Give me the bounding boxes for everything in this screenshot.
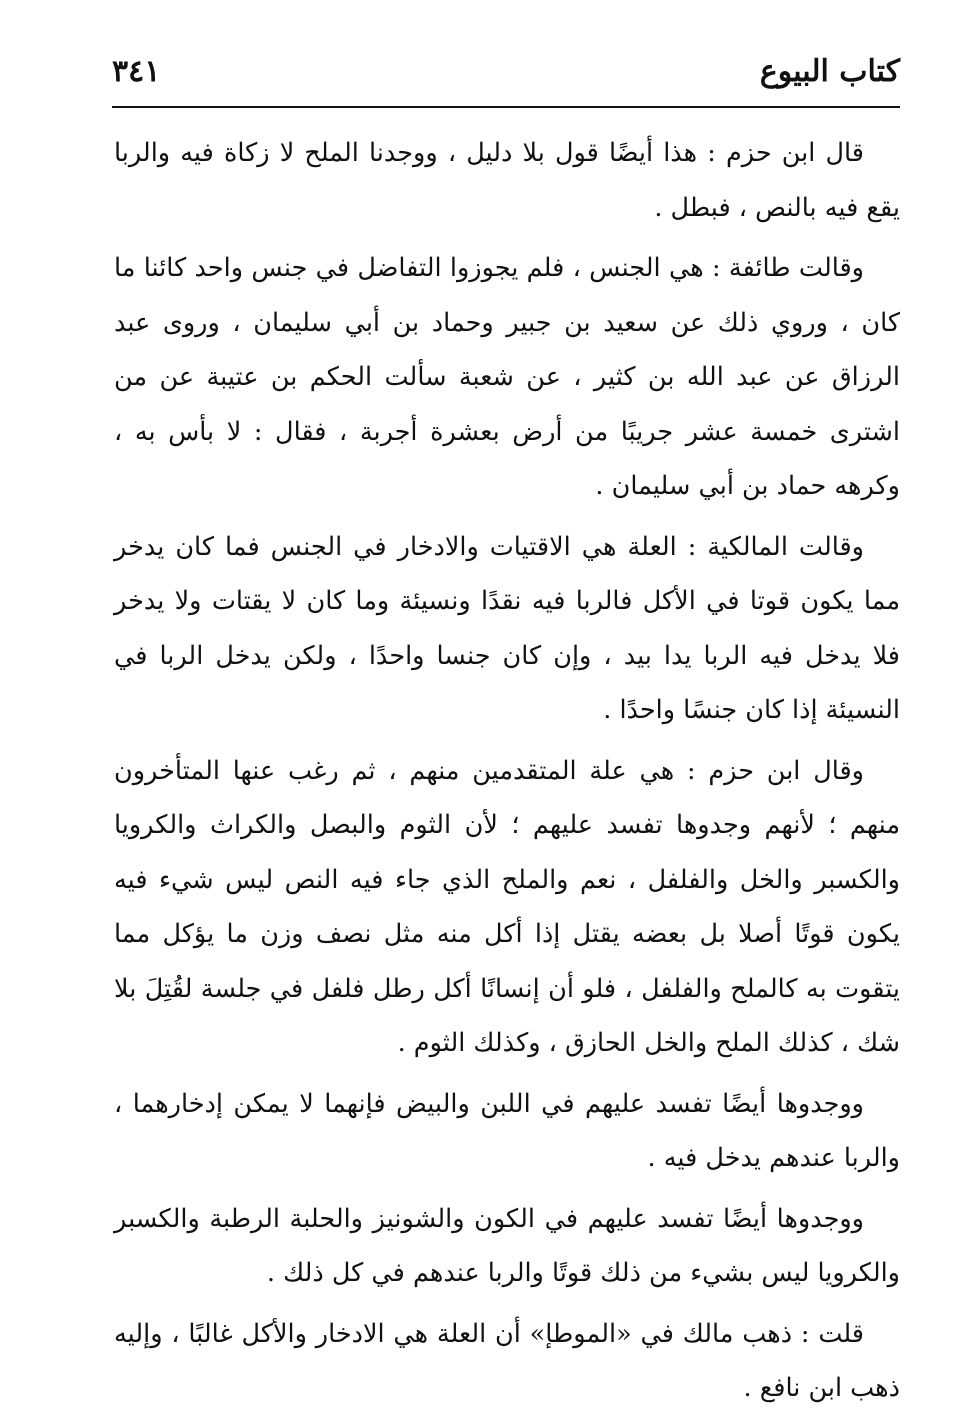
running-title: كتاب البيوع: [759, 54, 900, 89]
header-rule: [112, 106, 900, 108]
paragraph: قال ابن حزم : هذا أيضًا قول بلا دليل ، ووجدنا الملح لا زكاة فيه والربا يقع فيه بالنص ، فبطل .: [114, 138, 900, 223]
paragraph: ووجدوها أيضًا تفسد عليهم في اللبن والبيض فإنهما لا يمكن إدخارهما ، والربا عندهم يدخل فيه .: [114, 1088, 900, 1173]
paragraph: وقالت المالكية : العلة هي الاقتيات والادخار في الجنس فما كان يدخر مما يكون قوتا في الأكل فالربا فيه نقدًا ونسيئة وما كان لا يقتات ولا يدخر فلا يدخل فيه الربا يدا بيد ، وإن كان جنسا واحدًا ، ولكن يدخل الربا في النسيئة إذا كان جنسًا واحدًا .: [114, 531, 900, 725]
body-text: [114, 126, 900, 1422]
page-header: [112, 48, 900, 104]
paragraph: وقال ابن حزم : هي علة المتقدمين منهم ، ثم رغب عنها المتأخرون منهم ؛ لأنهم وجدوها تفسد عليهم ؛ لأن الثوم والبصل والكراث والكرويا والكسبر والخل والفلفل ، نعم والملح الذي جاء فيه النص ليس شيء فيه يكون قوتًا أصلا بل بعضه يقتل إذا أكل منه مثل نصف وزن ما يؤكل مما يتقوت به كالملح والفلفل ، فلو أن إنسانًا أكل رطل فلفل في جلسة لقُتِلَ بلا شك ، كذلك الملح والخل الحازق ، وكذلك الثوم .: [114, 755, 900, 1058]
page-number: ٣٤١: [112, 54, 161, 89]
paragraph: وقالت طائفة : هي الجنس ، فلم يجوزوا التفاضل في جنس واحد كائنا ما كان ، وروي ذلك عن سعيد بن جبير وحماد بن أبي سليمان ، وروى عبد الرزاق عن عبد الله بن كثير ، عن شعبة سألت الحكم بن عتيبة عن من اشترى خمسة عشر جريبًا من أرض بعشرة أجربة ، فقال : لا بأس به ، وكرهه حماد بن أبي سليمان .: [114, 253, 900, 501]
paragraph: ووجدوها أيضًا تفسد عليهم في الكون والشونيز والحلبة الرطبة والكسبر والكرويا ليس بشيء من ذلك قوتًا والربا عندهم في كل ذلك .: [114, 1203, 900, 1288]
paragraph: قلت : ذهب مالك في «الموطإ» أن العلة هي الادخار والأكل غالبًا ، وإليه ذهب ابن نافع .: [114, 1318, 900, 1403]
